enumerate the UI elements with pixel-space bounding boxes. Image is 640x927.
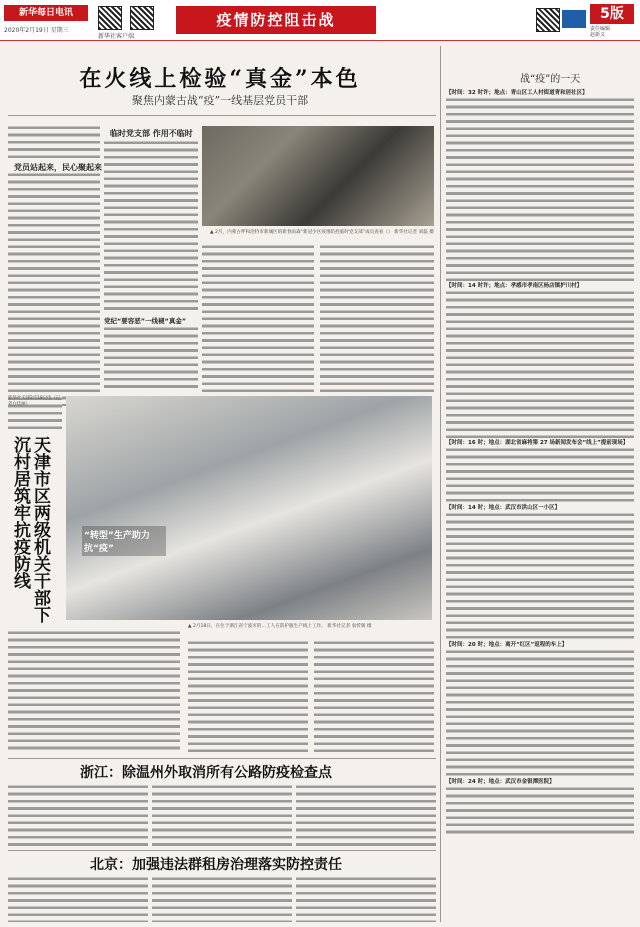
article-body [8, 876, 148, 922]
timeline-item: 【时间：24 时；地点：武汉市金银潭医院】 [446, 779, 555, 785]
article-body [296, 784, 436, 846]
article-body [446, 649, 634, 779]
issue-date: 2020年2月19日 星期三 [4, 27, 69, 34]
editor-credit: 责任编辑 赵新义 [590, 26, 611, 38]
photo-caption: ▲ 2月18日，在位于浙江省宁波市的…工人在防护服生产线上工作。 新华社记者 翁忻旸 摄 [188, 624, 372, 629]
article-body [314, 640, 434, 754]
news-photo-volunteers [202, 126, 434, 226]
zhejiang-headline: 浙江：除温州外取消所有公路防疫检查点 [80, 765, 332, 781]
client-label: 新华社客户端 [98, 33, 135, 40]
vertical-headline: 天津市区两级机关干部下沉村居筑牢抗疫防线 [10, 436, 50, 623]
news-photo-factory [66, 396, 432, 620]
divider [8, 115, 436, 116]
timeline-item: 【时间：16 时；地点：湖北省麻将第 27 场新闻发布会“线上”提前现场】 [446, 440, 629, 446]
newspaper-brand: 新华每日电讯 [4, 5, 88, 21]
vertical-dateline: 新华社天津2月18日电（记者白佳丽） [8, 396, 61, 407]
right-column-list [446, 90, 634, 838]
photo-overlay-title: “转型”生产助力抗“疫” [82, 526, 166, 556]
article-body [446, 290, 634, 440]
section-heading: 临时党支部 作用不临时 [110, 129, 193, 138]
photo-caption: ▲ 2月，内蒙古呼和浩特市新城区的新春雨森“新冠少区疫情防控临时党支部”成员查看（） 新华社记者 刘磊 摄 [210, 230, 434, 235]
section-heading: 党员站起来，民心聚起来 [14, 163, 102, 172]
article-body [8, 125, 100, 159]
article-body [320, 244, 434, 392]
column-divider [440, 46, 441, 922]
article-body [188, 640, 308, 754]
main-subhead: 聚焦内蒙古战“疫”一线基层党员干部 [131, 94, 309, 107]
article-body [446, 97, 634, 283]
timeline-item: 【时间：32 时许；地点：青山区工人村街道青和居社区】 [446, 90, 588, 96]
section-heading: 党纪“要容恶”一线褪“真金” [104, 317, 187, 325]
right-column-title: 战“疫”的一天 [520, 74, 581, 85]
divider [8, 758, 436, 759]
article-body [104, 326, 198, 392]
logo-icon [562, 10, 586, 28]
article-body [446, 786, 634, 838]
article-body [446, 512, 634, 642]
page-number: 5版 [590, 4, 634, 24]
article-body [446, 447, 634, 505]
masthead [0, 0, 640, 41]
timeline-item: 【时间：14 时；地点：武汉市洪山区一小区】 [446, 505, 561, 511]
article-body [8, 172, 100, 406]
article-body [202, 244, 314, 392]
article-body [8, 784, 148, 846]
article-body [8, 630, 180, 754]
qr-code-icon [98, 6, 122, 30]
timeline-item: 【时间：14 时许；地点：孝感市孝南区杨店镇护川村】 [446, 283, 583, 289]
article-body [104, 140, 198, 312]
qr-code-icon [130, 6, 154, 30]
divider [8, 850, 436, 851]
main-headline: 在火线上检验“真金”本色 [79, 66, 361, 92]
section-banner: 疫情防控阻击战 [176, 6, 376, 34]
beijing-headline: 北京：加强违法群租房治理落实防控责任 [90, 857, 342, 873]
timeline-item: 【时间：20 时；地点：离开“红区”返程的车上】 [446, 642, 568, 648]
article-body [296, 876, 436, 922]
article-body [152, 876, 292, 922]
article-body [152, 784, 292, 846]
qr-code-icon [536, 8, 560, 32]
